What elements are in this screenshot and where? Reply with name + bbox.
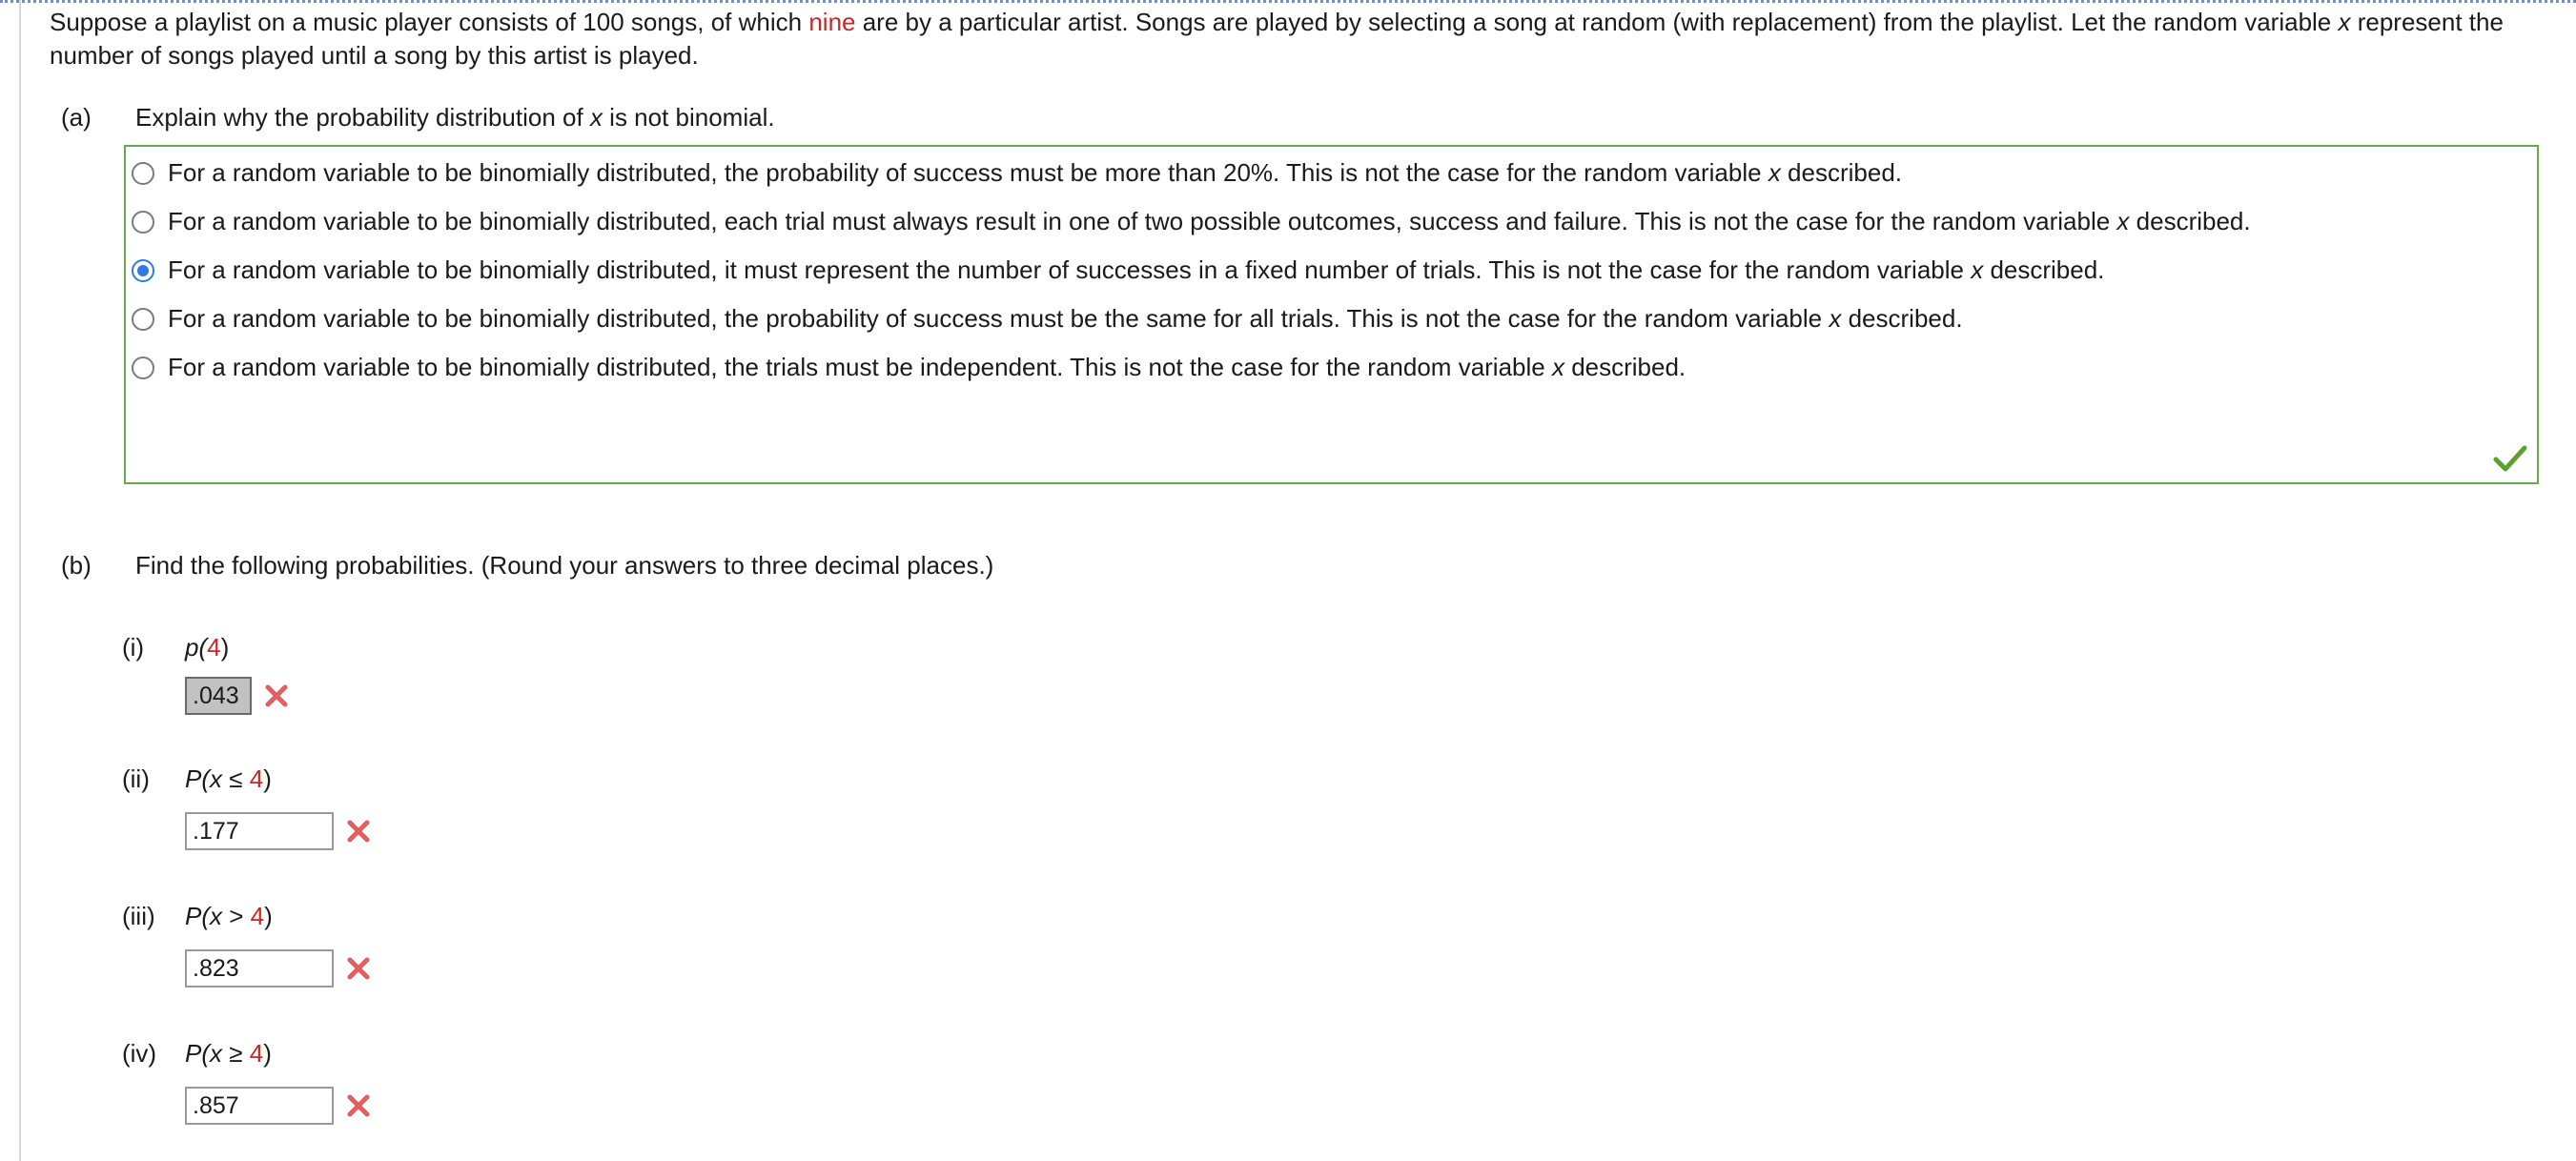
part-a-prompt-var: x: [589, 103, 603, 132]
choice-option-5[interactable]: [126, 351, 2537, 384]
choice-1-var: x: [1768, 158, 1781, 187]
answer-field-iv[interactable]: [185, 1087, 334, 1125]
subquestion-label: (i): [122, 633, 145, 662]
expr-number: 4: [249, 1039, 264, 1068]
intro-text-1: Suppose a playlist on a music player consists of 100 songs, of which: [50, 8, 809, 36]
left-margin-rule: [19, 0, 21, 1161]
expr-variable: x: [210, 764, 222, 793]
intro-highlight-number: nine: [808, 8, 856, 36]
expr-suffix: ): [264, 902, 273, 930]
answer-row-ii: [185, 812, 372, 850]
x-icon: [345, 1092, 372, 1119]
choice-3-var: x: [1971, 255, 1984, 284]
expr-variable: x: [210, 1039, 222, 1068]
intro-text-3: represent the number of songs played until a song by this artist is played.: [50, 8, 2504, 70]
choice-3-post: described.: [1983, 255, 2105, 284]
choice-text-3: [168, 254, 2494, 287]
choice-2-post: described.: [2129, 207, 2251, 235]
answer-row-iii: [185, 949, 372, 988]
dotted-top-border: [0, 0, 2576, 3]
subquestion-label: (ii): [122, 764, 150, 793]
choice-5-pre: For a random variable to be binomially distributed, the trials must be independent. This is not the case for the random variable: [168, 353, 1552, 381]
radio-button-2[interactable]: [132, 211, 154, 234]
radio-button-5[interactable]: [132, 356, 154, 379]
part-a-prompt-post: is not binomial.: [602, 103, 775, 132]
answer-field-ii[interactable]: [185, 812, 334, 850]
expr-prefix: P(: [185, 902, 210, 930]
choice-text-2: [168, 205, 2494, 238]
radio-button-3-selected[interactable]: [132, 259, 154, 282]
expr-operator: ≥: [222, 1039, 250, 1068]
subquestion-label: (iii): [122, 902, 155, 930]
x-icon: [345, 955, 372, 982]
expr-number: 4: [249, 764, 264, 793]
intro-text-2: are by a particular artist. Songs are played by selecting a song at random (with replacement) from the playlist. Let the random variable: [855, 8, 2339, 36]
expr-variable: x: [210, 902, 222, 930]
answer-field-i[interactable]: [185, 677, 252, 715]
expr-suffix: ): [263, 1039, 272, 1068]
expr-prefix: P(: [185, 1039, 210, 1068]
part-a-prompt-pre: Explain why the probability distribution of: [135, 103, 590, 132]
choice-4-var: x: [1829, 304, 1842, 333]
expr-prefix: p(: [185, 633, 208, 662]
expr-operator: >: [222, 902, 251, 930]
expr-prefix: P(: [185, 764, 210, 793]
choice-5-post: described.: [1564, 353, 1687, 381]
choice-5-var: x: [1551, 353, 1564, 381]
question-content: [50, 6, 2566, 1068]
part-a-label: (a): [61, 103, 92, 132]
part-a-heading: [61, 101, 775, 134]
expr-number: 4: [207, 633, 221, 662]
part-b-heading: [61, 549, 993, 582]
expr-suffix: ): [263, 764, 272, 793]
choice-option-2[interactable]: [126, 205, 2537, 238]
x-icon: [263, 682, 290, 709]
radio-button-4[interactable]: [132, 308, 154, 331]
radio-button-1[interactable]: [132, 162, 154, 185]
choice-1-post: described.: [1780, 158, 1903, 187]
subquestion-iv: [122, 1037, 272, 1070]
choice-option-4[interactable]: [126, 302, 2537, 336]
choice-text-4: [168, 302, 2494, 336]
answer-row-iv: [185, 1087, 372, 1125]
question-intro: [50, 6, 2566, 72]
choice-text-5: [168, 351, 2494, 384]
choice-4-post: described.: [1841, 304, 1963, 333]
subquestion-ii: [122, 763, 272, 796]
intro-variable: x: [2338, 8, 2351, 36]
choice-2-pre: For a random variable to be binomially distributed, each trial must always result in one of two possible outcomes, success and failure. This is not the case for the random variable: [168, 207, 2117, 235]
expr-suffix: ): [220, 633, 230, 662]
choice-text-1: [168, 156, 2494, 190]
choice-4-pre: For a random variable to be binomially distributed, the probability of success must be the same for all trials. This is not the case for the random variable: [168, 304, 1830, 333]
subquestion-i: [122, 631, 229, 664]
choice-1-pre: For a random variable to be binomially distributed, the probability of success must be more than 20%. This is not the case for the random variable: [168, 158, 1768, 187]
check-icon: [2493, 444, 2527, 473]
subquestion-iii: [122, 900, 273, 933]
part-a-choices-box: [124, 145, 2539, 484]
choice-2-var: x: [2116, 207, 2130, 235]
part-b-prompt: Find the following probabilities. (Round your answers to three decimal places.): [135, 551, 994, 580]
part-a-prompt: [135, 101, 775, 134]
choice-option-3[interactable]: [126, 254, 2537, 287]
subquestion-label: (iv): [122, 1039, 157, 1068]
part-b-label: (b): [61, 551, 92, 580]
expr-number: 4: [250, 902, 265, 930]
choice-3-pre: For a random variable to be binomially distributed, it must represent the number of successes in a fixed number of trials. This is not the case for the random variable: [168, 255, 1972, 284]
x-icon: [345, 818, 372, 845]
answer-field-iii[interactable]: [185, 949, 334, 988]
answer-row-i: [185, 677, 290, 715]
choice-option-1[interactable]: [126, 156, 2537, 190]
expr-operator: ≤: [222, 764, 250, 793]
